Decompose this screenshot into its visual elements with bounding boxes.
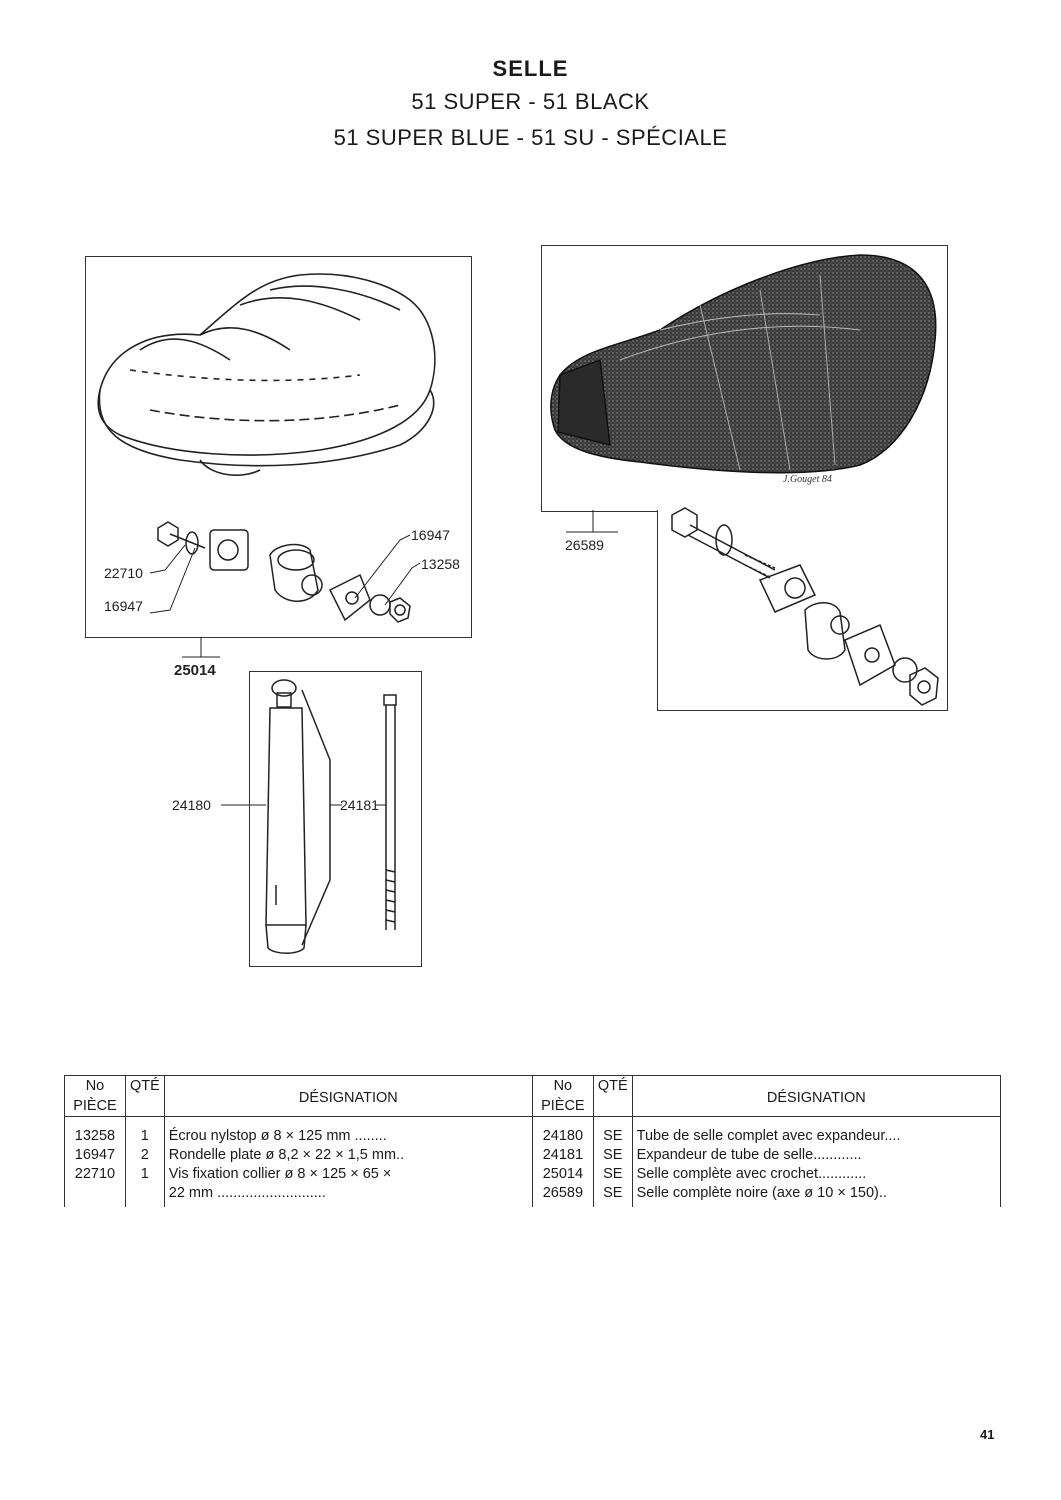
table-header-row [65,1076,1001,1117]
parts-table [64,1075,1001,1207]
cell-num: 25014 [532,1165,593,1184]
header-num-left [65,1076,126,1117]
header-num-label: No [85,1078,105,1094]
callout-22710: 22710 [104,565,143,581]
cell-designation: Écrou nylstop ø 8 × 125 mm ........ [164,1117,532,1147]
header-piece-label: PIÈCE [541,1098,585,1114]
cell-qte: 1 [125,1165,164,1184]
cell-num: 16947 [65,1146,126,1165]
model-line-2: 51 SUPER BLUE - 51 SU - SPÉCIALE [333,125,728,150]
cell-qte: SE [593,1165,632,1184]
header-num-label: No [553,1078,573,1094]
callout-24181: 24181 [340,797,379,813]
cell-designation: Rondelle plate ø 8,2 × 22 × 1,5 mm.. [164,1146,532,1165]
callout-13258: 13258 [421,556,460,572]
cell-designation-continued: 22 mm ........................... [164,1184,532,1207]
header-qte-right: QTÉ [593,1076,632,1117]
page-number: 41 [980,1427,995,1442]
assembly-ref-26589: 26589 [565,537,604,553]
cell-qte: SE [593,1184,632,1207]
table-row [65,1146,1001,1165]
header-des-left: DÉSIGNATION [164,1076,532,1117]
cell-designation: Vis fixation collier ø 8 × 125 × 65 × [164,1165,532,1184]
header-qte-left: QTÉ [125,1076,164,1117]
cell-qte: SE [593,1146,632,1165]
cell-designation: Tube de selle complet avec expandeur.... [632,1117,1000,1147]
table-row [65,1184,1001,1207]
table-row [65,1165,1001,1184]
cell-num: 24181 [532,1146,593,1165]
cell-designation: Selle complète avec crochet............ [632,1165,1000,1184]
cell-num [65,1184,126,1207]
table-row [65,1117,1001,1147]
cell-num: 13258 [65,1117,126,1147]
cell-qte [125,1184,164,1207]
callout-24180: 24180 [172,797,211,813]
right-hardware [672,508,938,705]
cell-qte: SE [593,1117,632,1147]
header-des-right: DÉSIGNATION [632,1076,1000,1117]
cell-num: 24180 [532,1117,593,1147]
cell-num: 26589 [532,1184,593,1207]
black-seat-illustration [551,255,936,473]
callout-16947-top: 16947 [411,527,450,543]
assembly-ref-25014: 25014 [174,662,216,679]
cell-designation: Selle complète noire (axe ø 10 × 150).. [632,1184,1000,1207]
model-line-1: 51 SUPER - 51 BLACK [411,89,650,114]
cell-qte: 1 [125,1117,164,1147]
header-num-right [532,1076,593,1117]
illustrator-signature: J.Gouget 84 [783,474,832,485]
page-title: SELLE [492,56,569,81]
header-piece-label: PIÈCE [73,1098,117,1114]
cell-qte: 2 [125,1146,164,1165]
cell-designation: Expandeur de tube de selle............ [632,1146,1000,1165]
cell-num: 22710 [65,1165,126,1184]
callout-16947-bottom: 16947 [104,598,143,614]
